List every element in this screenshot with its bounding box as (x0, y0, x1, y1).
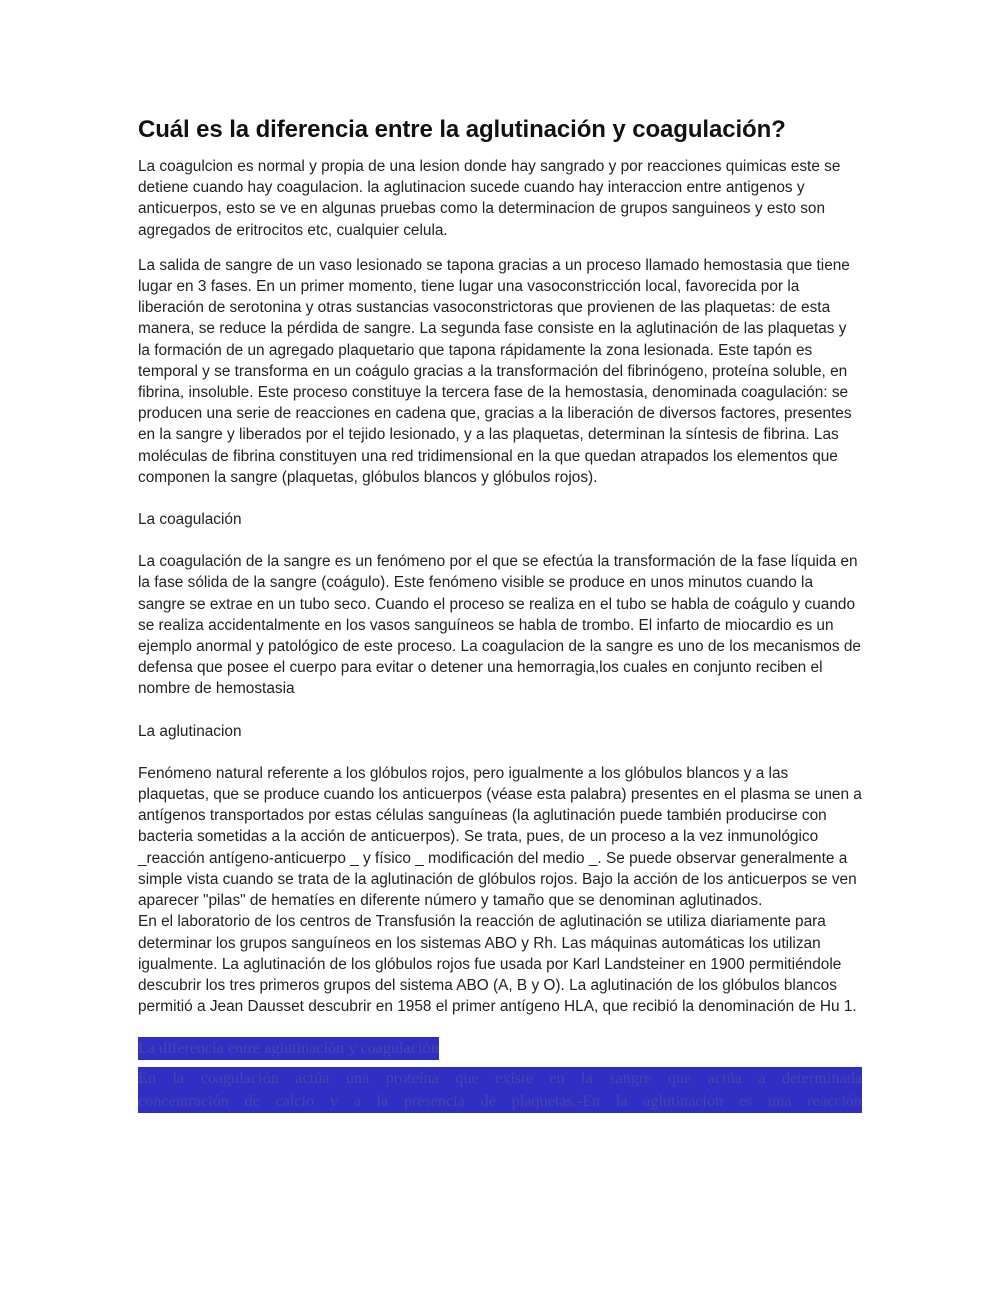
spacer (138, 530, 862, 551)
spacer (138, 1017, 862, 1037)
coagulation-paragraph: La coagulación de la sangre es un fenómeno por el que se efectúa la transformación de la fase líquida en la fase sólida de la sangre (coágulo). Este fenómeno visible se produce en unos minutos cuando la sangre se extrae en un tubo seco. Cuando el proceso se realiza en el tubo se habla de coágulo y cuando se realiza accidentalmente en los vasos sanguíneos se habla de trombo. El infarto de miocardio es un ejemplo anormal y patológico de este proceso. La coagulacion de la sangre es uno de los mecanismos de defensa que posee el cuerpo para evitar o detener una hemorragia,los cuales en conjunto reciben el nombre de hemostasia (138, 553, 861, 698)
highlighted-line-1[interactable]: En la coagulación actúa una proteína que existe en la sangre que actúa a determinada (138, 1067, 862, 1090)
laboratory-paragraph: En el laboratorio de los centros de Transfusión la reacción de aglutinación se utiliza diariamente para determinar los grupos sanguíneos en los sistemas ABO y Rh. Las máquinas automáticas los utilizan igualmente. La aglutinación de los glóbulos rojos fue usada por Karl Landsteiner en 1900 permitiéndole descubrir los tres primeros grupos del sistema ABO (A, B y O). La aglutinación de los glóbulos blancos permitió a Jean Dausset descubrir en 1958 el primer antígeno HLA, que recibió la denominación de Hu 1. (138, 913, 857, 1016)
hemostasis-paragraph: La salida de sangre de un vaso lesionado se tapona gracias a un proceso llamado hemostasia que tiene lugar en 3 fases. En un primer momento, tiene lugar una vasoconstricción local, favorecida por la liberación de serotonina y otras sustancias vasoconstrictoras que provienen de las plaquetas: de esta manera, se reduce la pérdida de sangre. La segunda fase consiste en la aglutinación de las plaquetas y la formación de un agregado plaquetario que tapona rápidamente la zona lesionada. Este tapón es temporal y se transforma en un coágulo gracias a la transformación del fibrinógeno, proteína soluble, en fibrina, insoluble. Este proceso constituye la tercera fase de la hemostasia, denominada coagulación: se producen una serie de reacciones en cadena que, gracias a la liberación de diversos factores, presentes en la sangre y liberados por el tejido lesionado, y a las plaquetas, determinan la síntesis de fibrina. Las moléculas de fibrina constituyen una red tridimensional en la que quedan atrapados los elementos que componen la sangre (plaquetas, glóbulos blancos y glóbulos rojos). (138, 256, 852, 486)
spacer (138, 700, 862, 721)
highlighted-line-2[interactable]: concentración de calcio y a la presencia de plaquetas.-En la aglutinación es una reacción (138, 1090, 862, 1113)
document-page (138, 114, 862, 1113)
spacer (138, 488, 862, 509)
agglutination-paragraph: Fenómeno natural referente a los glóbulos rojos, pero igualmente a los glóbulos blancos y a las plaquetas, que se produce cuando los anticuerpos (véase esta palabra) presentes en el plasma se unen a antígenos transportados por estas células sanguíneas (la aglutinación puede también producirse con bacteria sometidas a la acción de anticuerpos). Se trata, pues, de un proceso a la vez inmunológico _reacción antígeno-anticuerpo _ y físico _ modificación del medio _. Se puede observar generalmente a simple vista cuando se trata de la aglutinación de glóbulos rojos. Bajo la acción de los anticuerpos se ven aparecer "pilas" de hematíes en diferente número y tamaño que se denominan aglutinados. (138, 764, 862, 910)
spacer (138, 742, 862, 763)
spacer (138, 241, 862, 255)
coagulation-heading: La coagulación (138, 511, 242, 529)
highlighted-selection[interactable] (138, 1037, 862, 1113)
intro-paragraph: La coagulcion es normal y propia de una lesion donde hay sangrado y por reacciones quimicas este se detiene cuando hay coagulacion. la aglutinacion sucede cuando hay interaccion entre antigenos y anticuerpos, esto se ve en algunas pruebas como la determinacion de grupos sanguineos y esto son agregados de eritrocitos etc, cualquier celula. (138, 158, 841, 239)
highlighted-title[interactable]: La diferencia entre aglutinación y coagulación (138, 1037, 439, 1060)
agglutination-heading: La aglutinacion (138, 722, 242, 740)
page-title: Cuál es la diferencia entre la aglutinación y coagulación? (138, 116, 786, 143)
